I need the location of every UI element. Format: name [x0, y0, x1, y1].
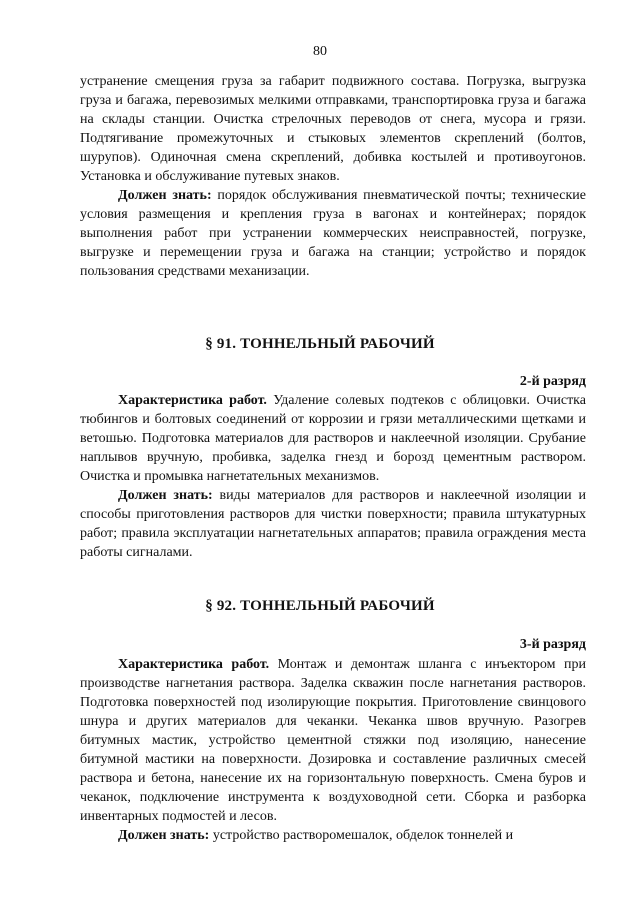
know-label: Должен знать:: [118, 488, 213, 503]
know-label: Должен знать:: [118, 828, 210, 843]
continuation-block: [80, 72, 586, 281]
section-92-know: [80, 826, 586, 845]
work-text: Монтаж и демонтаж шланга с инъектором при производстве нагнетания раствора. Заделка скважин после нагнетания растворов. Подготовка поверхностей под изолирующие покрытия. Приготовление свинцового шнура и других материалов для чеканки. Чеканка швов вручную. Разогрев битумных мастик, устройство цементной стяжки под изоляцию, нанесение битумной мастики на поверхности. Дозировка и составление различных смесей раствора и бетона, нанесение их на горизонтальную поверхность. Смена буров и чеканок, подключение инструмента к воздуховодной сети. Сборка и разборка инвентарных подмостей и лесов.: [80, 657, 586, 824]
know-text: устройство растворомешалок, обделок тоннелей и: [209, 828, 514, 843]
page-number: 80: [313, 44, 327, 59]
section-91-title: § 91. ТОННЕЛЬНЫЙ РАБОЧИЙ: [205, 336, 435, 352]
section-92-title: § 92. ТОННЕЛЬНЫЙ РАБОЧИЙ: [205, 598, 435, 614]
work-text: Удаление солевых подтеков с облицовки. Очистка тюбингов и болтовых соединений от коррозии и грязи металлическими щетками и ветошью. Подготовка материалов для растворов и наклеечной изоляции. Срубание наплывов вручную, пробивка, заделка гнезд и борозд цементным раствором. Очистка и промывка нагнетательных механизмов.: [80, 393, 586, 484]
section-91-know: [80, 486, 586, 562]
know-text: виды материалов для растворов и наклеечной изоляции и способы приготовления растворов для чистки поверхности; правила штукатурных работ; правила эксплуатации нагнетательных аппаратов; правила ограждения места работы сигналами.: [80, 488, 587, 560]
work-label: Характеристика работ.: [118, 657, 270, 672]
continuation-paragraph: устранение смещения груза за габарит подвижного состава. Погрузка, выгрузка груза и багажа, перевозимых мелкими отправками, транспортировка груза и багажа на склады станции. Очистка стрелочных переводов от снега, мусора и грязи. Подтягивание промежуточных и стыковых элементов скреплений (болтов, шурупов). Одиночная смена скреплений, добивка костылей и противоугонов. Установка и обслуживание путевых знаков.: [80, 74, 586, 184]
continuation-must-know: [80, 186, 586, 281]
work-label: Характеристика работ.: [118, 393, 267, 408]
section-92-grade: 3-й разряд: [519, 637, 586, 652]
section-91-body: [80, 391, 586, 562]
section-92-work: [80, 655, 586, 826]
section-91-grade: 2-й разряд: [519, 374, 586, 389]
must-know-text: порядок обслуживания пневматической почты; технические условия размещения и крепления груза в вагонах и контейнерах; порядок выполнения работ при устранении коммерческих неисправностей, погрузке, выгрузке и перемещении груза и багажа на станции; устройство и порядок пользования средствами механизации.: [80, 188, 586, 279]
section-92-body: [80, 655, 586, 845]
section-91-work: [80, 391, 586, 486]
must-know-label: Должен знать:: [118, 188, 212, 203]
